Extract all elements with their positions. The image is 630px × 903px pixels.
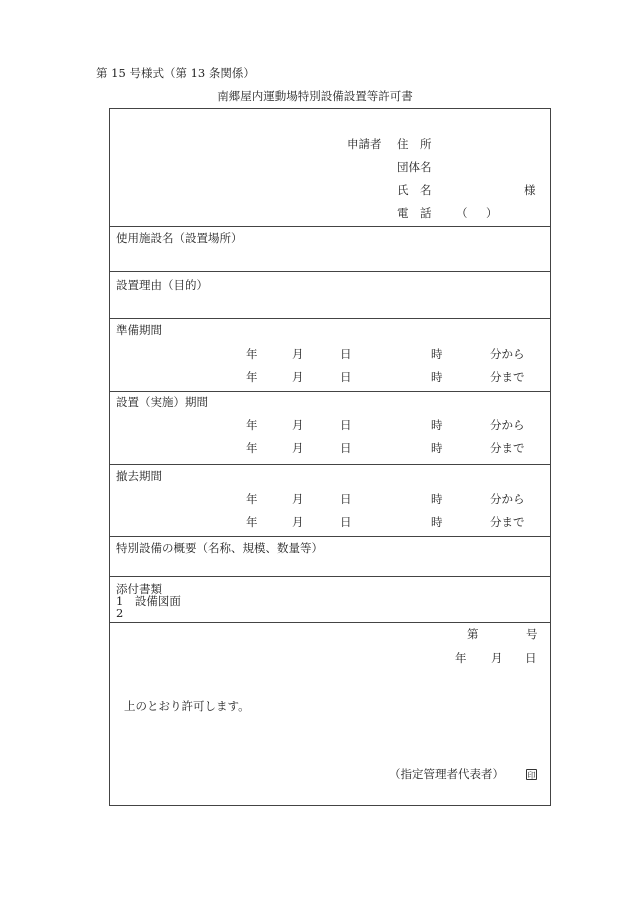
applicant-label: 申請者	[347, 137, 382, 151]
minute-until: 分まで	[490, 441, 525, 455]
month-unit: 月	[292, 347, 304, 361]
minute-until: 分まで	[490, 370, 525, 384]
phone-label: 電 話	[397, 206, 432, 220]
install-period-label: 設置（実施）期間	[116, 395, 208, 409]
equipment-overview-label: 特別設備の概要（名称、規模、数量等）	[116, 541, 323, 555]
day-unit: 日	[340, 347, 352, 361]
divider	[110, 576, 550, 577]
phone-paren-close: ）	[486, 206, 498, 220]
month-unit: 月	[292, 370, 304, 384]
document-title: 南郷屋内運動場特別設備設置等許可書	[217, 89, 413, 103]
divider	[110, 536, 550, 537]
address-label: 住 所	[397, 137, 432, 151]
group-label: 団体名	[397, 160, 432, 174]
prep-period-label: 準備期間	[116, 323, 162, 337]
divider	[110, 271, 550, 272]
attachment-item-1: 1 設備図面	[116, 594, 181, 608]
approval-year: 年	[455, 651, 467, 665]
minute-until: 分まで	[490, 515, 525, 529]
year-unit: 年	[246, 418, 258, 432]
minute-from: 分から	[490, 347, 525, 361]
phone-paren-open: （	[456, 206, 468, 220]
day-unit: 日	[340, 370, 352, 384]
minute-from: 分から	[490, 418, 525, 432]
permit-number-suffix: 号	[526, 627, 538, 641]
hour-unit: 時	[431, 370, 443, 384]
hour-unit: 時	[431, 515, 443, 529]
year-unit: 年	[246, 441, 258, 455]
seal-icon: 印	[527, 771, 536, 780]
hour-unit: 時	[431, 492, 443, 506]
month-unit: 月	[292, 418, 304, 432]
minute-from: 分から	[490, 492, 525, 506]
month-unit: 月	[292, 515, 304, 529]
hour-unit: 時	[431, 347, 443, 361]
permit-number-prefix: 第	[467, 627, 479, 641]
attachments-label: 添付書類	[116, 582, 162, 596]
attachment-item-2: 2	[116, 606, 124, 620]
day-unit: 日	[340, 441, 352, 455]
removal-period-label: 撤去期間	[116, 469, 162, 483]
year-unit: 年	[246, 515, 258, 529]
year-unit: 年	[246, 492, 258, 506]
approval-month: 月	[491, 651, 503, 665]
hour-unit: 時	[431, 441, 443, 455]
divider	[110, 391, 550, 392]
reason-label: 設置理由（目的）	[116, 278, 208, 292]
approval-statement: 上のとおり許可します。	[124, 699, 250, 713]
permit-form	[109, 108, 551, 806]
year-unit: 年	[246, 370, 258, 384]
divider	[110, 622, 550, 623]
name-label: 氏 名	[397, 183, 432, 197]
form-number: 第 15 号様式（第 13 条関係）	[96, 66, 255, 80]
month-unit: 月	[292, 441, 304, 455]
day-unit: 日	[340, 492, 352, 506]
facility-label: 使用施設名（設置場所）	[116, 231, 243, 245]
year-unit: 年	[246, 347, 258, 361]
divider	[110, 464, 550, 465]
month-unit: 月	[292, 492, 304, 506]
hour-unit: 時	[431, 418, 443, 432]
signer-label: （指定管理者代表者）	[389, 767, 504, 781]
day-unit: 日	[340, 418, 352, 432]
divider	[110, 226, 550, 227]
day-unit: 日	[340, 515, 352, 529]
approval-day: 日	[525, 651, 537, 665]
divider	[110, 318, 550, 319]
honorific: 様	[524, 183, 536, 197]
